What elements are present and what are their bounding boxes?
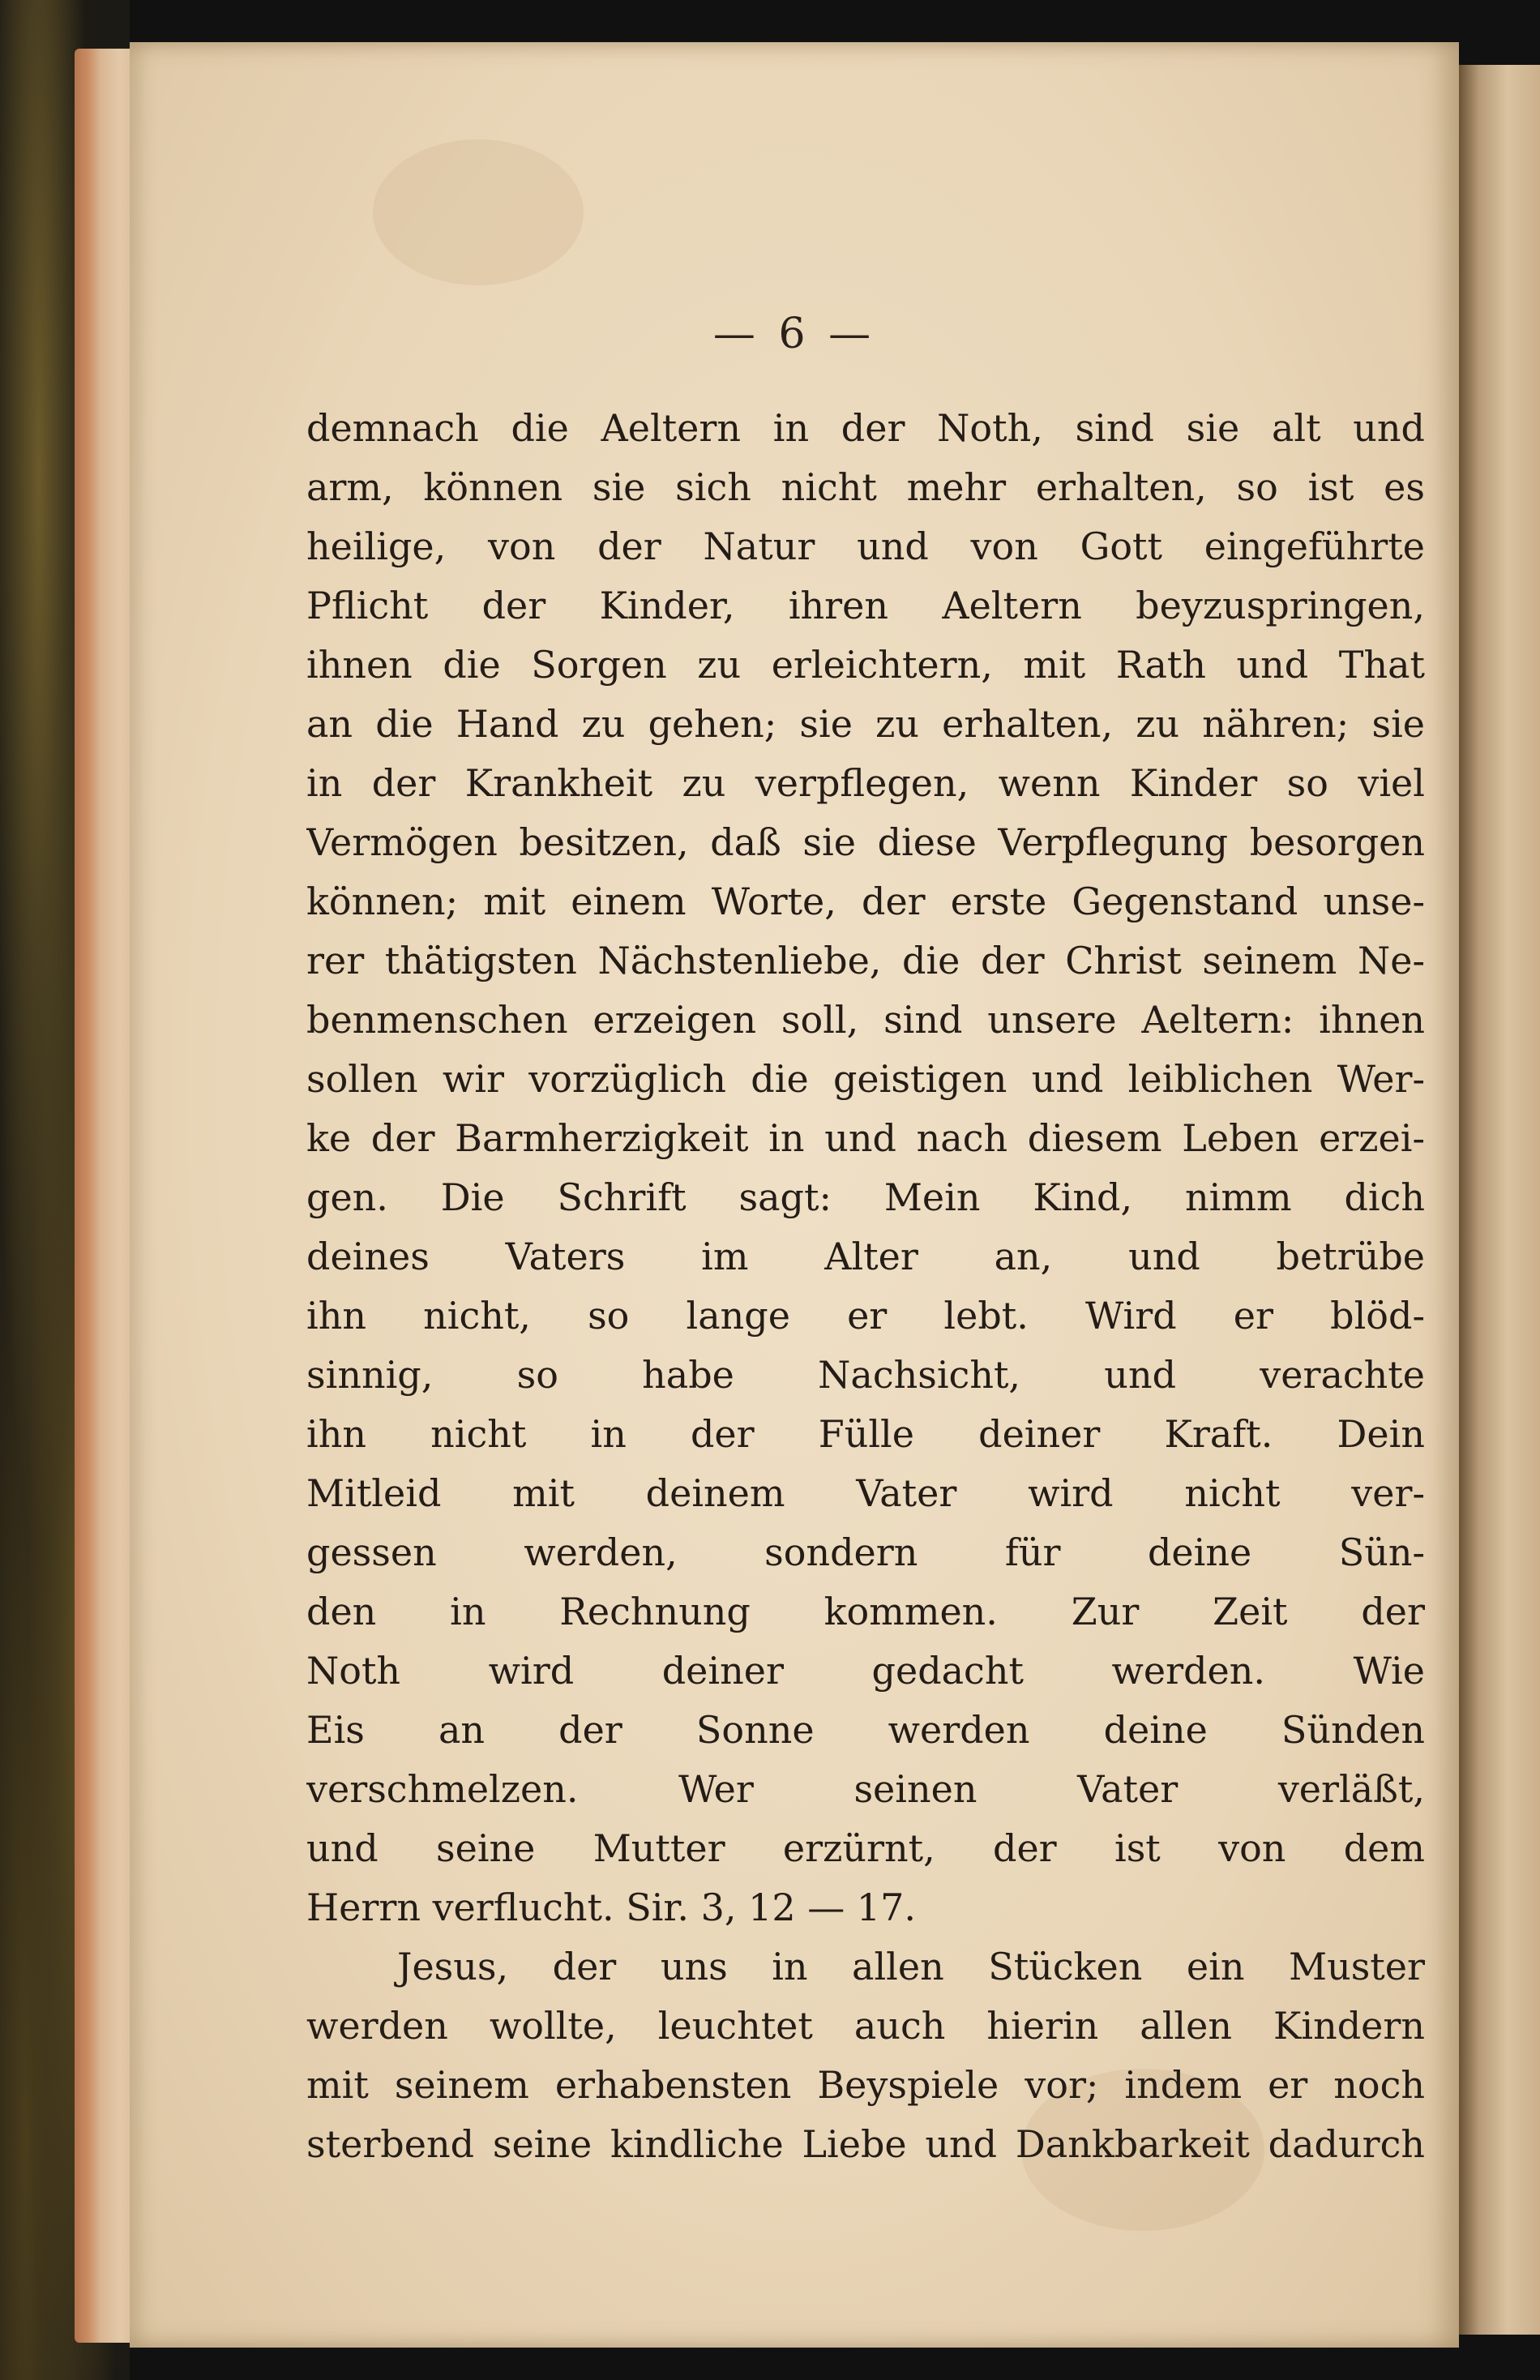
text-line: Mitleid mit deinem Vater wird nicht ver- [306,1471,1425,1515]
text-line: sterbend seine kindliche Liebe und Dankbarkeit dadurch [306,2122,1425,2166]
text-line: Noth wird deiner gedacht werden. Wie [306,1649,1425,1693]
text-line: und seine Mutter erzürnt, der ist von dem [306,1826,1425,1870]
text-line: gessen werden, sondern für deine Sün- [306,1530,1425,1574]
text-line: ke der Barmherzigkeit in und nach diesem Leben erzei- [306,1116,1425,1160]
text-line: ihnen die Sorgen zu erleichtern, mit Rath und That [306,643,1425,687]
text-line: gen. Die Schrift sagt: Mein Kind, nimm dich [306,1175,1425,1219]
page-number: — 6 — [712,310,876,358]
text-line: an die Hand zu gehen; sie zu erhalten, zu nähren; sie [306,702,1425,746]
text-line: sinnig, so habe Nachsicht, und verachte [306,1353,1425,1397]
body-text [306,399,1425,2174]
text-line: sollen wir vorzüglich die geistigen und leiblichen Wer- [306,1057,1425,1101]
facing-page-edge [1459,65,1540,2335]
text-line: heilige, von der Natur und von Gott eingeführte [306,524,1425,568]
text-line: arm, können sie sich nicht mehr erhalten, so ist es [306,465,1425,509]
text-line: Jesus, der uns in allen Stücken ein Muster [397,1945,1425,1988]
text-line: ihn nicht, so lange er lebt. Wird er blöd- [306,1294,1425,1338]
book-page [130,42,1459,2348]
paper-stain [373,139,584,285]
text-line: rer thätigsten Nächstenliebe, die der Christ seinem Ne- [306,939,1425,982]
text-line: verschmelzen. Wer seinen Vater verläßt, [306,1767,1425,1811]
text-line: Herrn verflucht. Sir. 3, 12 — 17. [306,1886,917,1929]
text-line: Eis an der Sonne werden deine Sünden [306,1708,1425,1752]
text-line: deines Vaters im Alter an, und betrübe [306,1235,1425,1278]
text-line: demnach die Aeltern in der Noth, sind sie alt und [306,406,1425,450]
text-line: den in Rechnung kommen. Zur Zeit der [306,1590,1425,1633]
text-line: in der Krankheit zu verpflegen, wenn Kinder so viel [306,761,1425,805]
text-line: mit seinem erhabensten Beyspiele vor; indem er noch [306,2063,1425,2107]
text-line: benmenschen erzeigen soll, sind unsere Aeltern: ihnen [306,998,1425,1042]
text-line: ihn nicht in der Fülle deiner Kraft. Dein [306,1412,1425,1456]
text-line: Vermögen besitzen, daß sie diese Verpflegung besorgen [306,820,1425,864]
text-line: werden wollte, leuchtet auch hierin allen Kindern [306,2004,1425,2048]
text-line: können; mit einem Worte, der erste Gegenstand unse- [306,880,1425,923]
text-line: Pflicht der Kinder, ihren Aeltern beyzuspringen, [306,584,1425,627]
